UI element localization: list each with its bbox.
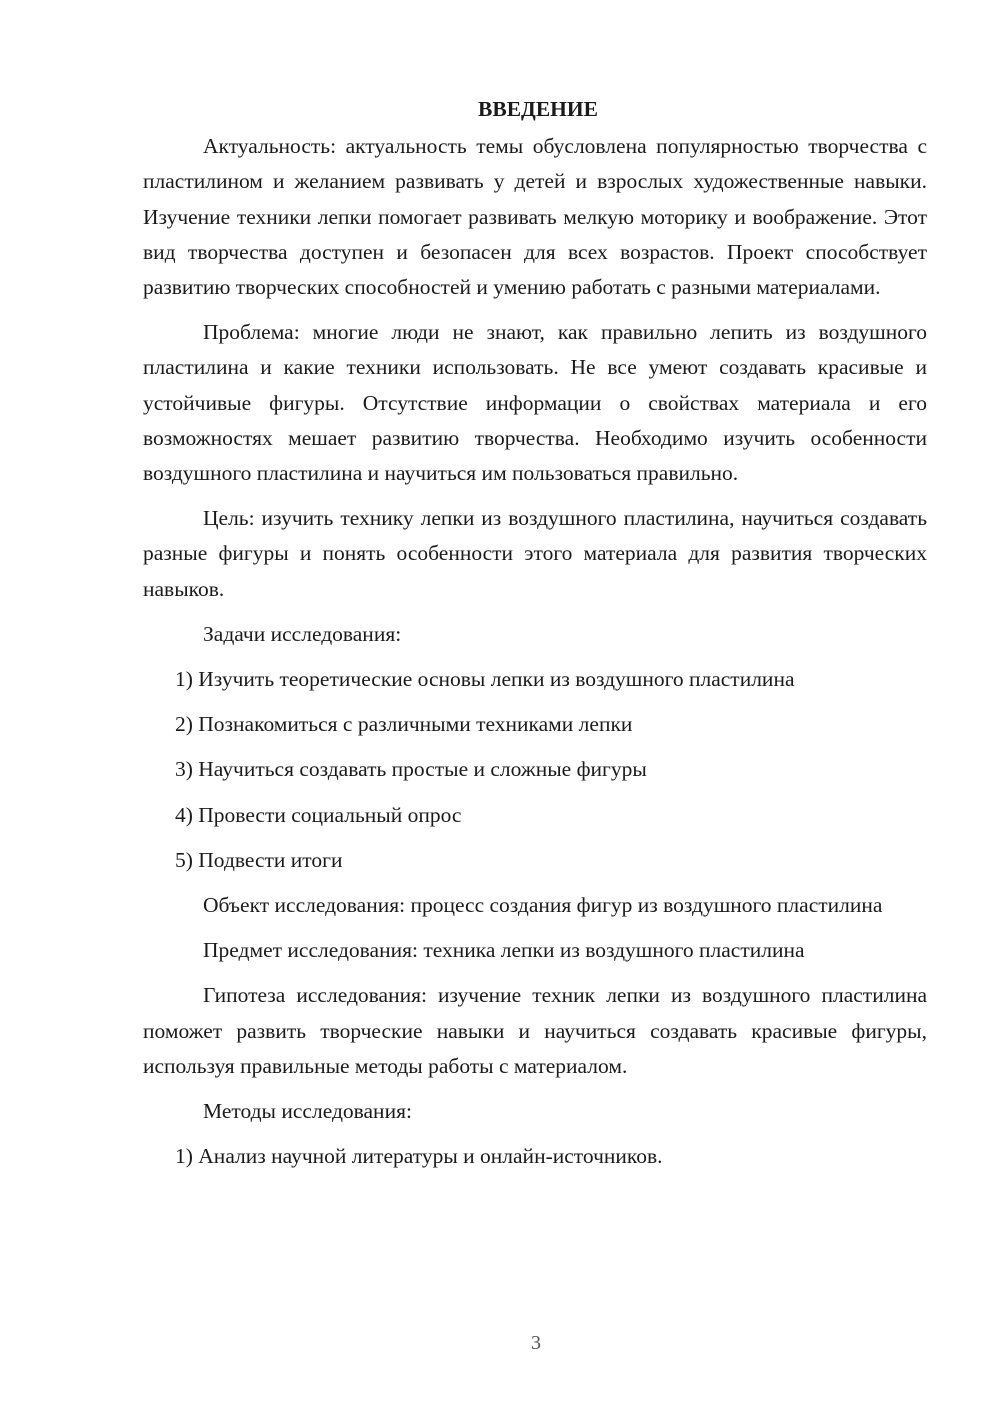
methods-list: [143, 1139, 927, 1174]
list-item: 4) Провести социальный опрос: [175, 802, 462, 827]
list-item: 5) Подвести итоги: [175, 847, 343, 872]
page-title: ВВЕДЕНИЕ: [478, 97, 598, 121]
object-paragraph: Объект исследования: процесс создания фигур из воздушного пластилина: [203, 893, 883, 918]
list-item: 3) Научиться создавать простые и сложные фигуры: [175, 757, 647, 782]
list-item: 2) Познакомиться с различными техниками лепки: [175, 712, 633, 737]
problem-paragraph: Проблема: многие люди не знают, как правильно лепить из воздушного пластилина и какие техники использовать. Не все умеют создавать красивые и устойчивые фигуры. Отсутствие информации о свойствах материала и его возможностях мешает развитию творчества. Необходимо изучить особенности воздушного пластилина и научиться им пользоваться правильно.: [143, 320, 927, 486]
list-item: 1) Анализ научной литературы и онлайн-источников.: [175, 1144, 663, 1169]
goal-paragraph: Цель: изучить технику лепки из воздушного пластилина, научиться создавать разные фигуры и понять особенности этого материала для развития творческих навыков.: [143, 506, 927, 601]
hypothesis-paragraph: Гипотеза исследования: изучение техник лепки из воздушного пластилина поможет развить творческие навыки и научиться создавать красивые фигуры, используя правильные методы работы с материалом.: [143, 983, 927, 1078]
relevance-paragraph: Актуальность: актуальность темы обусловлена популярностью творчества с пластилином и желанием развивать у детей и взрослых художественные навыки. Изучение техники лепки помогает развивать мелкую моторику и воображение. Этот вид творчества доступен и безопасен для всех возрастов. Проект способствует развитию творческих способностей и умению работать с разными материалами.: [143, 134, 927, 300]
list-item: 1) Изучить теоретические основы лепки из воздушного пластилина: [175, 667, 795, 692]
document-page: [143, 92, 927, 1184]
page-number: 3: [531, 1332, 541, 1354]
subject-paragraph: Предмет исследования: техника лепки из воздушного пластилина: [203, 938, 805, 963]
tasks-heading: Задачи исследования:: [203, 621, 402, 646]
tasks-list: [143, 662, 927, 878]
methods-heading: Методы исследования:: [203, 1099, 412, 1124]
